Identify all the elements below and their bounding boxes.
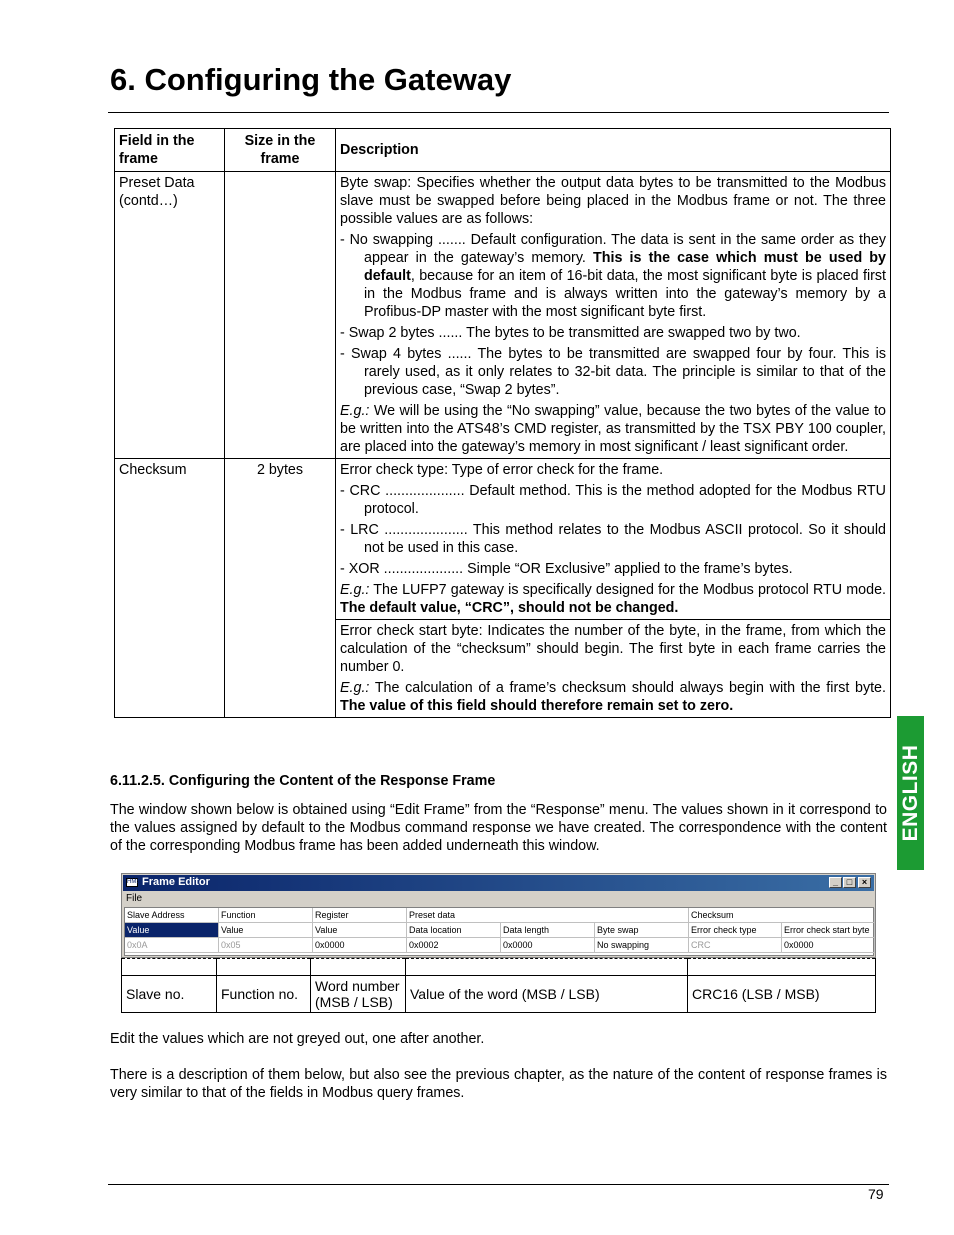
no-swapping-text: - No swapping ....... Default configuration. The data is sent in the same order as they appear in the gateway’s memory.	[340, 232, 886, 266]
table-header-row	[115, 129, 891, 172]
header-field: Field in the frame	[115, 129, 225, 172]
lrc-item: - LRC ..................... This method relates to the Modbus ASCII protocol. So it should not be used in this case.	[340, 522, 886, 556]
spacer-cell	[311, 959, 406, 976]
intro-paragraph: The window shown below is obtained using “Edit Frame” from the “Response” menu. The values shown in it correspond to the values assigned by default to the Modbus command response we have created. The correspondence with the content of the corresponding Modbus frame has been added underneath this window.	[110, 802, 887, 854]
cell-error-check-type-label[interactable]: Error check type	[689, 923, 782, 938]
language-side-tab	[897, 716, 924, 870]
footer-divider	[108, 1184, 889, 1185]
close-icon[interactable]: ×	[858, 877, 871, 888]
window-title: Frame Editor	[142, 876, 210, 888]
grid-value-row	[125, 923, 873, 938]
mapping-spacer-row	[122, 959, 876, 976]
size-preset-data	[225, 172, 336, 459]
field-preset-data: Preset Data (contd…)	[115, 172, 225, 459]
field-description-table	[114, 128, 891, 718]
no-swapping-text-cont: , because for an item of 16-bit data, the most significant byte is placed first in the Modbus frame and is always written into the gateway’s memory by a Profibus-DP master with the most significant byte first.	[364, 268, 886, 320]
no-swapping-item	[340, 231, 886, 321]
crc-item: - CRC .................... Default method. This is the method adopted for the Modbus RTU protocol.	[340, 483, 886, 517]
menu-file[interactable]: File	[126, 893, 143, 904]
cell-function-value-label[interactable]: Value	[219, 923, 313, 938]
cell-error-check-start-label[interactable]: Error check start byte	[782, 923, 875, 938]
cell-data-location-label[interactable]: Data location	[407, 923, 501, 938]
cell-error-check-type-value[interactable]: CRC	[689, 938, 782, 953]
cell-byte-swap-label[interactable]: Byte swap	[595, 923, 689, 938]
header-register: Register	[313, 908, 407, 923]
checksum-example	[340, 581, 886, 617]
cell-error-check-start-value[interactable]: 0x0000	[782, 938, 875, 953]
mapping-slave-no: Slave no.	[122, 976, 217, 1013]
description-error-check-start	[336, 620, 891, 718]
mapping-word-number: Word number (MSB / LSB)	[311, 976, 406, 1013]
cell-byte-swap-value[interactable]: No swapping	[595, 938, 689, 953]
header-size: Size in the frame	[225, 129, 336, 172]
header-checksum: Checksum	[689, 908, 875, 923]
cell-register-value-label[interactable]: Value	[313, 923, 407, 938]
spacer-cell	[217, 959, 311, 976]
cell-slave-address-value[interactable]: 0x0A	[125, 938, 219, 953]
window-titlebar[interactable]	[123, 875, 874, 891]
no-swapping-bold: This is the case which must be used by default	[364, 250, 886, 284]
byte-swap-intro: Byte swap: Specifies whether the output data bytes to be transmitted to the Modbus slave must be swapped before being placed in the Modbus frame or not. The three possible values are as follows:	[340, 175, 886, 227]
mapping-function-no: Function no.	[217, 976, 311, 1013]
cell-function-value[interactable]: 0x05	[219, 938, 313, 953]
example-text: We will be using the “No swapping” value, because the two bytes of the value to be written into the ATS48’s CMD register, as transmitted by the TSX PBY 100 coupler, are placed into the gateway’s memory in most significant / least significant order.	[340, 403, 886, 455]
frame-mapping-table	[121, 958, 876, 1013]
error-check-intro: Error check type: Type of error check for the frame.	[340, 462, 664, 478]
page-number: 79	[868, 1186, 884, 1202]
mapping-word-value: Value of the word (MSB / LSB)	[406, 976, 688, 1013]
minimize-icon[interactable]: _	[829, 877, 842, 888]
cell-data-length-value[interactable]: 0x0000	[501, 938, 595, 953]
description-error-check-type	[336, 459, 891, 620]
app-icon: HMS	[127, 879, 141, 885]
title-divider	[108, 112, 889, 113]
description-paragraph: There is a description of them below, but also see the previous chapter, as the nature of the content of response frames is very similar to that of the fields in Modbus query frames.	[110, 1067, 887, 1101]
mapping-label-row	[122, 976, 876, 1013]
size-checksum: 2 bytes	[225, 459, 336, 718]
example-text: The calculation of a frame’s checksum should always begin with the first byte.	[369, 680, 886, 696]
section-heading: 6.11.2.5. Configuring the Content of the Response Frame	[110, 773, 496, 789]
cell-slave-value-label[interactable]: Value	[125, 923, 219, 938]
spacer-cell	[122, 959, 217, 976]
header-description: Description	[336, 129, 891, 172]
header-preset-data: Preset data	[407, 908, 689, 923]
maximize-icon[interactable]: □	[843, 877, 856, 888]
example-label: E.g.:	[340, 680, 370, 696]
example-bold: The default value, “CRC”, should not be changed.	[340, 600, 679, 616]
page-title: 6. Configuring the Gateway	[110, 62, 512, 97]
cell-data-location-value[interactable]: 0x0002	[407, 938, 501, 953]
example-text: The LUFP7 gateway is specifically designed for the Modbus protocol RTU mode.	[369, 582, 886, 598]
spacer-cell	[688, 959, 876, 976]
mapping-crc16: CRC16 (LSB / MSB)	[688, 976, 876, 1013]
swap-2-item: - Swap 2 bytes ...... The bytes to be transmitted are swapped two by two.	[340, 325, 801, 341]
header-function: Function	[219, 908, 313, 923]
example-label: E.g.:	[340, 403, 370, 419]
grid-header-row	[125, 908, 873, 923]
description-preset-data	[336, 172, 891, 459]
xor-item: - XOR .................... Simple “OR Exclusive” applied to the frame’s bytes.	[340, 561, 793, 577]
example-bold: The value of this field should therefore remain set to zero.	[340, 698, 734, 714]
frame-grid	[124, 907, 874, 956]
language-label: ENGLISH	[898, 744, 922, 842]
cell-data-length-label[interactable]: Data length	[501, 923, 595, 938]
edit-instruction: Edit the values which are not greyed out, one after another.	[110, 1031, 485, 1047]
start-byte-example	[340, 679, 886, 715]
preset-example	[340, 402, 886, 456]
example-label: E.g.:	[340, 582, 370, 598]
table-row	[115, 172, 891, 459]
header-slave-address: Slave Address	[125, 908, 219, 923]
swap-4-item: - Swap 4 bytes ...... The bytes to be transmitted are swapped four by four. This is rarely used, as it only relates to 32-bit data. The principle is similar to that of the previous case, “Swap 2 bytes”.	[340, 346, 886, 398]
frame-editor-window	[121, 873, 876, 958]
field-checksum: Checksum	[115, 459, 225, 718]
cell-register-value[interactable]: 0x0000	[313, 938, 407, 953]
start-byte-text: Error check start byte: Indicates the number of the byte, in the frame, from which the calculation of the “checksum” should begin. The first byte in each frame carries the number 0.	[340, 623, 886, 675]
spacer-cell	[406, 959, 688, 976]
table-row	[115, 459, 891, 620]
grid-data-row	[125, 938, 873, 953]
